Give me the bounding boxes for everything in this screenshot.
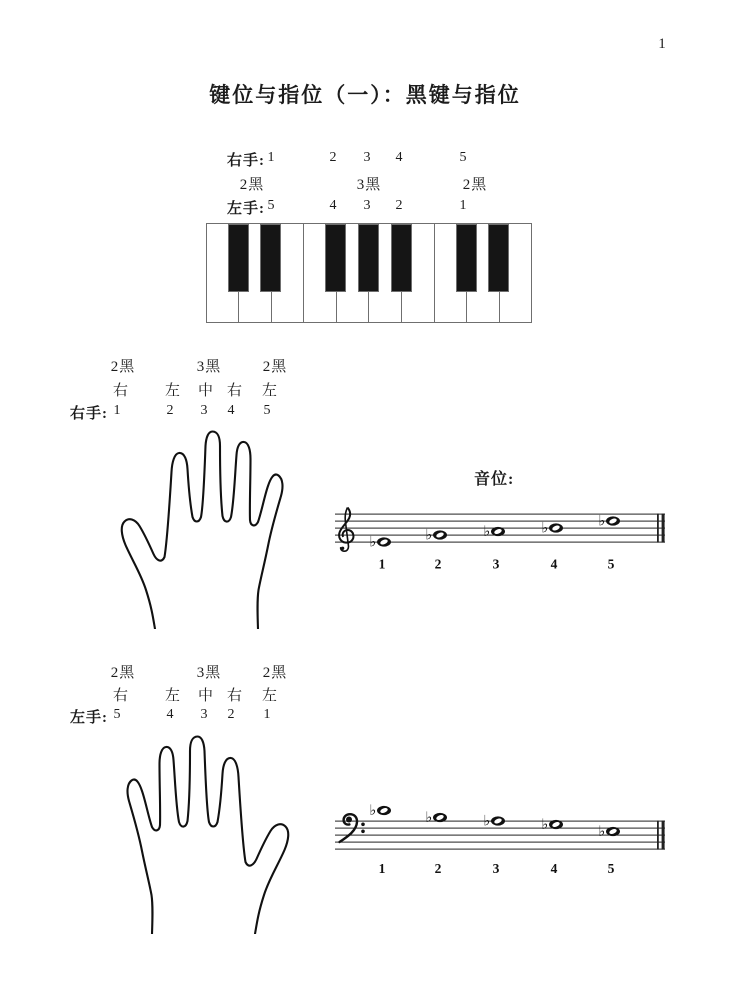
hand2-finger: 5 — [113, 707, 121, 722]
flat-icon: ♭ — [483, 813, 491, 830]
page-title: 键位与指位（一）：黑键与指位 — [209, 84, 521, 107]
end-barline-thin — [657, 514, 659, 543]
hand2-position-label: 右 — [112, 688, 130, 704]
hand2-group-label: 2黑 — [262, 665, 288, 681]
whole-note — [599, 824, 621, 840]
keyboard-left-finger: 2 — [395, 198, 403, 213]
hand2-position-label: 左 — [261, 688, 279, 704]
black-key — [260, 224, 281, 292]
right-hand-outline — [108, 424, 302, 629]
hand1-group-label: 3黑 — [196, 359, 222, 375]
hand2-finger: 1 — [263, 707, 271, 722]
whole-note — [370, 535, 392, 551]
keyboard-right-finger: 5 — [459, 150, 467, 165]
keyboard-group-label: 3黑 — [356, 177, 382, 193]
keyboard-left-finger: 5 — [267, 198, 275, 213]
hand2-finger: 2 — [227, 707, 235, 722]
keyboard-group-label: 2黑 — [239, 177, 265, 193]
keyboard-left-finger: 3 — [363, 198, 371, 213]
hand1-finger: 5 — [263, 403, 271, 418]
whole-note — [426, 528, 448, 544]
black-key — [325, 224, 346, 292]
keyboard-left-finger: 4 — [329, 198, 337, 213]
whole-note — [542, 817, 564, 833]
black-key — [358, 224, 379, 292]
flat-icon: ♭ — [425, 527, 433, 544]
whole-note — [484, 814, 506, 830]
keyboard-right-finger: 2 — [329, 150, 337, 165]
treble-staff — [330, 500, 675, 576]
hand1-finger: 2 — [166, 403, 174, 418]
hand2-group-label: 3黑 — [196, 665, 222, 681]
staff1-title: 音位: — [474, 471, 515, 488]
staff2-number: 4 — [550, 861, 558, 876]
hand2-position-label: 右 — [226, 688, 244, 704]
hand1-group-label: 2黑 — [110, 359, 136, 375]
white-key-separator — [434, 224, 435, 322]
white-key-separator — [303, 224, 304, 322]
end-barline-thick — [662, 514, 665, 543]
hand2-group-label: 2黑 — [110, 665, 136, 681]
hand2-label: 左手: — [70, 710, 108, 726]
flat-icon: ♭ — [541, 817, 549, 833]
keyboard-right-finger: 1 — [267, 150, 275, 165]
whole-note — [599, 514, 621, 530]
black-key — [488, 224, 509, 292]
hand2-finger: 3 — [200, 707, 208, 722]
staff1-number: 1 — [378, 556, 386, 572]
hand2-position-label: 左 — [164, 688, 182, 704]
whole-note — [370, 803, 392, 819]
whole-note — [542, 521, 564, 537]
piano-keyboard — [206, 223, 532, 323]
hand2-finger: 4 — [166, 707, 174, 722]
hand1-group-label: 2黑 — [262, 359, 288, 375]
flat-icon: ♭ — [598, 513, 606, 530]
whole-note — [426, 810, 448, 826]
hand1-position-label: 中 — [197, 383, 215, 399]
bass-staff — [330, 795, 675, 880]
staff2-number: 1 — [378, 861, 386, 876]
hand1-position-label: 右 — [226, 383, 244, 399]
staff1-number: 4 — [550, 556, 558, 572]
staff1-number: 5 — [607, 556, 615, 572]
staff2-number: 3 — [492, 861, 500, 876]
keyboard-right-finger: 3 — [363, 150, 371, 165]
hand1-position-label: 左 — [261, 383, 279, 399]
staff2-number: 5 — [607, 861, 615, 876]
flat-icon: ♭ — [425, 810, 433, 826]
hand1-label: 右手: — [70, 406, 108, 422]
staff1-number: 3 — [492, 556, 500, 572]
end-barline-thick — [662, 821, 665, 850]
keyboard-left-finger: 1 — [459, 198, 467, 213]
keyboard-right-finger: 4 — [395, 150, 403, 165]
staff1-number: 2 — [434, 556, 442, 572]
black-key — [391, 224, 412, 292]
staff2-number: 2 — [434, 861, 442, 876]
end-barline-thin — [657, 821, 659, 850]
flat-icon: ♭ — [369, 534, 377, 551]
hand1-finger: 3 — [200, 403, 208, 418]
flat-icon: ♭ — [483, 524, 491, 540]
keyboard-right-hand-label: 右手: — [227, 153, 265, 169]
hand1-position-label: 右 — [112, 383, 130, 399]
finger-numbers — [379, 557, 615, 572]
note-group — [370, 514, 621, 551]
whole-note — [484, 524, 506, 540]
black-key — [456, 224, 477, 292]
flat-icon: ♭ — [369, 803, 377, 819]
hand1-finger: 1 — [113, 403, 121, 418]
flat-icon: ♭ — [541, 520, 549, 537]
keyboard-left-hand-label: 左手: — [227, 201, 265, 217]
left-hand-outline — [108, 729, 302, 934]
hand2-position-label: 中 — [197, 688, 215, 704]
hand1-finger: 4 — [227, 403, 235, 418]
hand1-position-label: 左 — [164, 383, 182, 399]
flat-icon: ♭ — [598, 824, 606, 840]
page-number: 1 — [658, 36, 666, 52]
black-key — [228, 224, 249, 292]
keyboard-group-label: 2黑 — [462, 177, 488, 193]
finger-numbers — [379, 861, 615, 876]
